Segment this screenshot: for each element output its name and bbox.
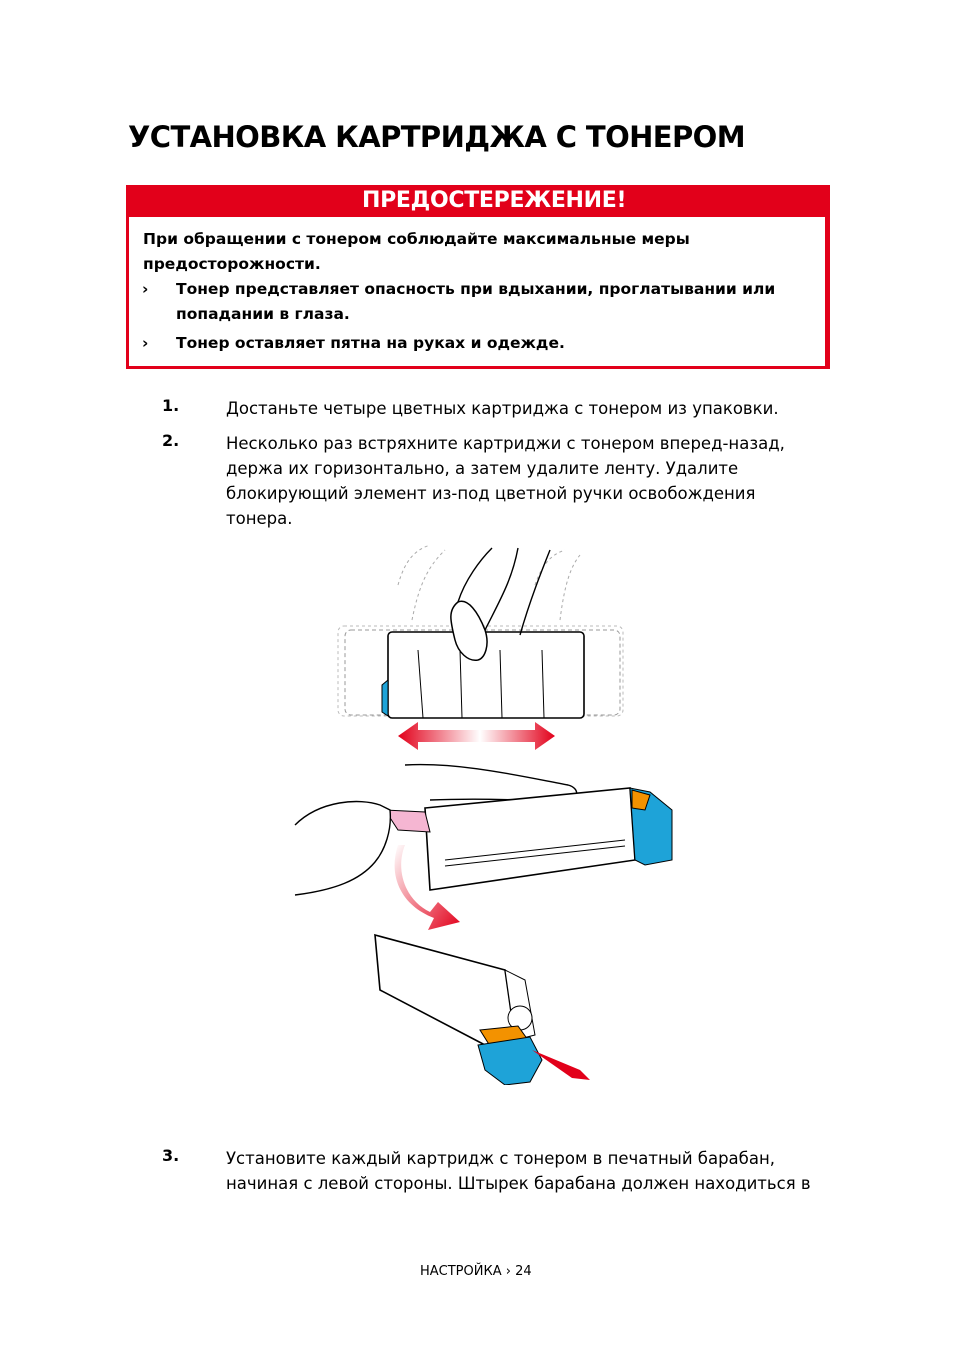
bullet-chevron-icon: › xyxy=(142,334,149,352)
shake-direction-arrow xyxy=(398,722,555,750)
bullet-chevron-icon: › xyxy=(142,280,149,298)
latch-removal-group xyxy=(375,935,590,1085)
warning-bullet-text: Тонер представляет опасность при вдыхании, проглатывании или попадании в глаза. xyxy=(176,280,776,323)
warning-header-label: ПРЕДОСТЕРЕЖЕНИЕ! xyxy=(362,188,627,213)
step-text: Установите каждый картридж с тонером в печатный барабан, начиная с левой стороны. Штырек барабана должен находиться в xyxy=(226,1149,811,1193)
warning-intro: При обращении с тонером соблюдайте максимальные меры предосторожности. xyxy=(143,230,690,273)
warning-bullet-text: Тонер оставляет пятна на руках и одежде. xyxy=(176,334,565,352)
shake-cartridge-group xyxy=(338,545,623,718)
warning-header xyxy=(129,185,825,217)
page-title: УСТАНОВКА КАРТРИДЖА С ТОНЕРОМ xyxy=(128,120,745,154)
page-footer: НАСТРОЙКА › 24 xyxy=(420,1264,532,1279)
step-number: 2. xyxy=(162,431,180,450)
step-number: 3. xyxy=(162,1146,180,1165)
warning-box xyxy=(126,185,830,369)
toner-cartridge-illustration xyxy=(280,540,680,1085)
step-number: 1. xyxy=(162,396,180,415)
step-text: Несколько раз встряхните картриджи с тонером вперед-назад, держа их горизонтально, а затем удалите ленту. Удалите блокирующий элемент из-под цветной ручки освобождения тонера. xyxy=(226,434,785,528)
tape-removal-group xyxy=(295,765,672,930)
step-text: Достаньте четыре цветных картриджа с тонером из упаковки. xyxy=(226,399,779,418)
